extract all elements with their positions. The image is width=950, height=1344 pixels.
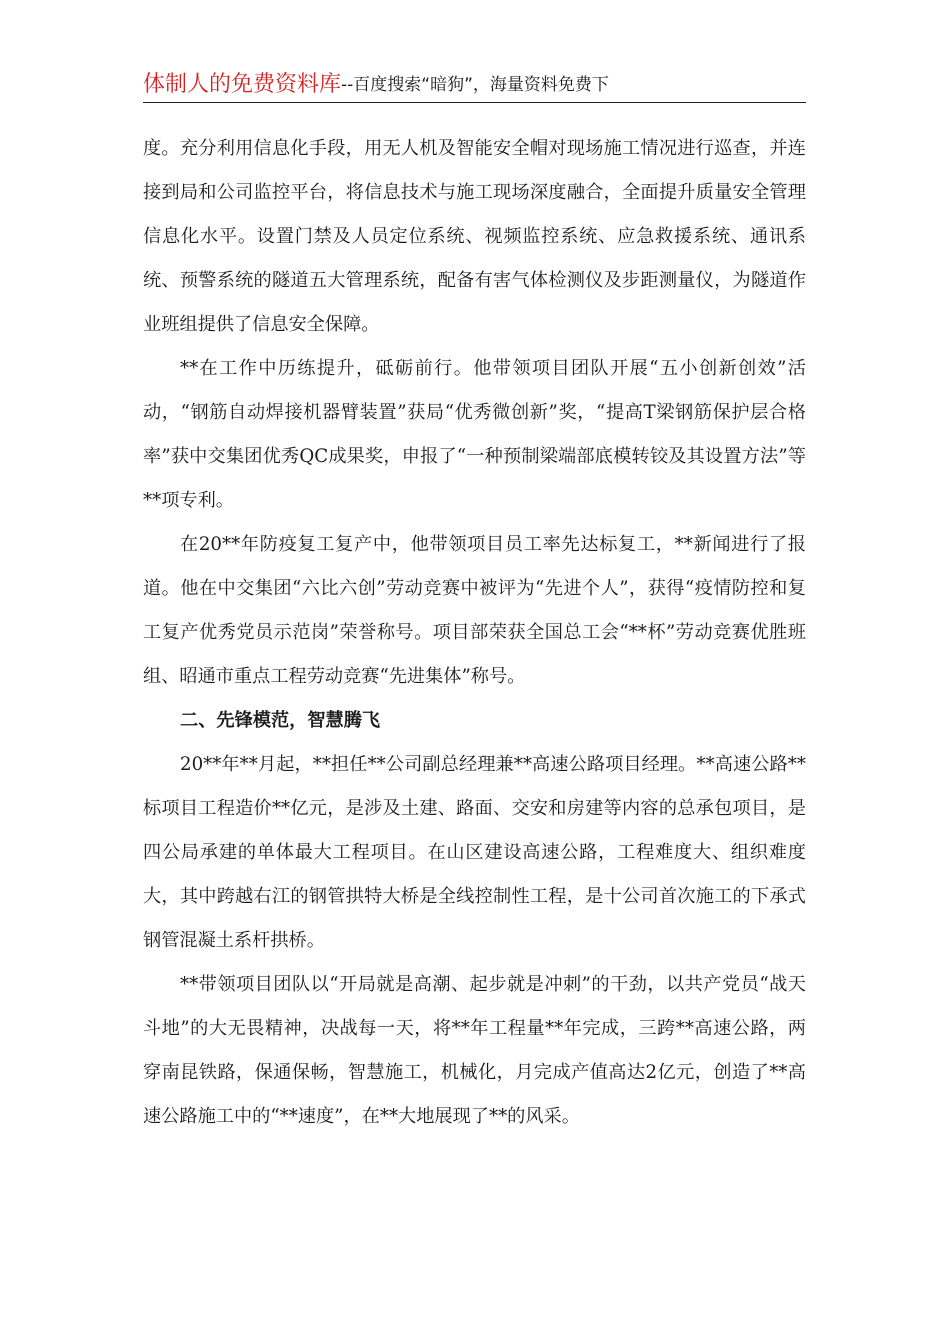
paragraph-1: 度。充分利用信息化手段，用无人机及智能安全帽对现场施工情况进行巡查，并连接到局和公司监控平台，将信息技术与施工现场深度融合，全面提升质量安全管理信息化水平。设置门禁及人员定位系统、视频监控系统、应急救援系统、通讯系统、预警系统的隧道五大管理系统，配备有害气体检测仪及步距测量仪，为隧道作业班组提供了信息安全保障。	[143, 138, 806, 335]
paragraph-4: 20**年**月起，**担任**公司副总经理兼**高速公路项目经理。**高速公路**标项目工程造价**亿元，是涉及土建、路面、交安和房建等内容的总承包项目，是四公局承建的单体最大工程项目。在山区建设高速公路，工程难度大、组织难度大，其中跨越右江的钢管拱特大桥是全线控制性工程，是十公司首次施工的下承式钢管混凝土系杆拱桥。	[143, 754, 806, 951]
page-header	[143, 70, 806, 103]
paragraph-2: **在工作中历练提升，砥砺前行。他带领项目团队开展“五小创新创效”活动，“钢筋自动焊接机器臂装置”获局“优秀微创新”奖，“提高T梁钢筋保护层合格率”获中交集团优秀QC成果奖，申报了“一种预制梁端部底模转铰及其设置方法”等**项专利。	[143, 358, 806, 511]
header-tagline: --百度搜索“暗狗”，海量资料免费下	[341, 75, 609, 95]
paragraph-3: 在20**年防疫复工复产中，他带领项目员工率先达标复工，**新闻进行了报道。他在中交集团“六比六创”劳动竞赛中被评为“先进个人”，获得“疫情防控和复工复产优秀党员示范岗”荣誉称号。项目部荣获全国总工会“**杯”劳动竞赛优胜班组、昭通市重点工程劳动竞赛“先进集体”称号。	[143, 534, 806, 687]
paragraph-5: **带领项目团队以“开局就是高潮、起步就是冲刺”的干劲，以共产党员“战天斗地”的大无畏精神，决战每一天，将**年工程量**年完成，三跨**高速公路，两穿南昆铁路，保通保畅，智慧施工，机械化，月完成产值高达2亿元，创造了**高速公路施工中的“**速度”，在**大地展现了**的风采。	[143, 974, 806, 1127]
section-heading: 二、先锋模范，智慧腾飞	[180, 710, 381, 731]
document-body	[143, 127, 806, 1139]
header-brand: 体制人的免费资料库	[143, 72, 342, 97]
